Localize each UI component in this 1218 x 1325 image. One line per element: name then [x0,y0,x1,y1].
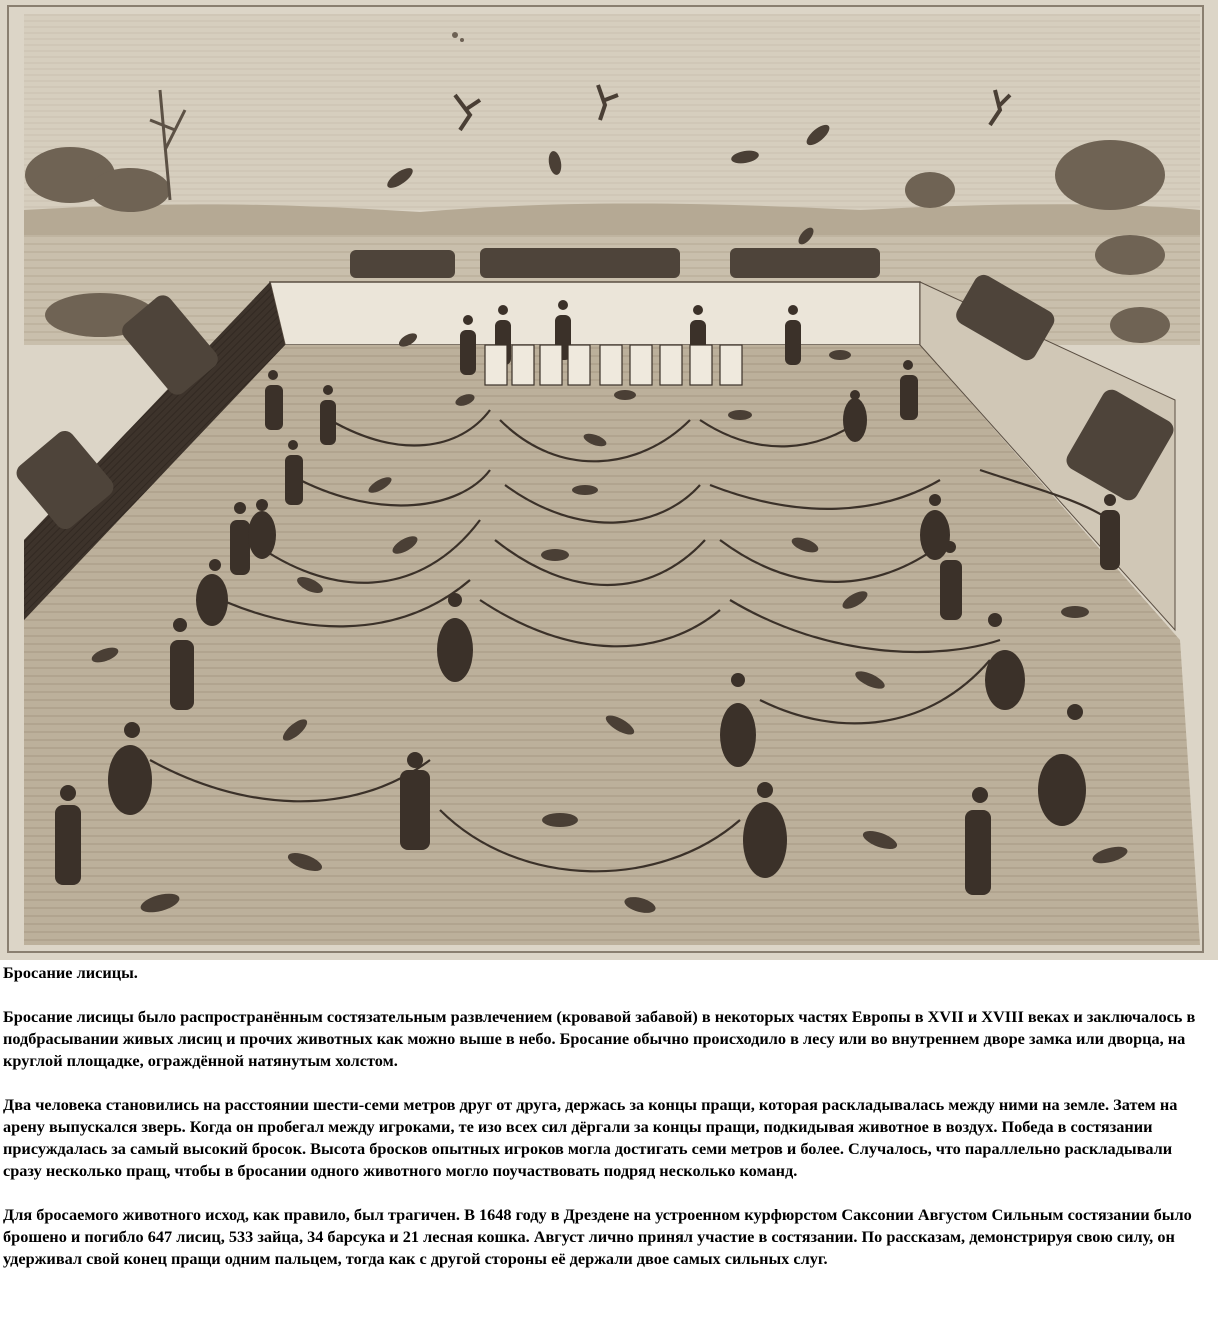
article-title: Бросание лисицы. [3,963,138,982]
article-text [3,962,1215,1270]
article-paragraph-2: Два человека становились на расстоянии шести-семи метров друг от друга, держась за концы пращи, которая раскладывалась между ними на земле. Затем на арену выпускался зверь. Когда он пробегал между игроками, те изо всех сил дёргали за концы пращи, подкидывая животное в воздух. Победа в состязании присуждалась за самый высокий бросок. Высота бросков опытных игроков могла достигать семи метров и более. Случалось, что параллельно раскладывали сразу несколько пращ, чтобы в бросании одного животного могло поучаствовать подряд несколько команд. [3,1095,1178,1180]
distant-hills [24,204,1200,241]
back-canvas-wall [270,282,920,345]
article-paragraph-1: Бросание лисицы было распространённым состязательным развлечением (кровавой забавой) в некоторых частях Европы в XVII и XVIII веках и заключалось в подбрасывании живых лисиц и прочих животных как можно выше в небо. Бросание обычно происходило в лесу или во внутреннем дворе замка или дворца, на круглой площадке, ограждённой натянутым холстом. [3,1007,1196,1070]
spectators-back [350,248,880,278]
article-paragraph-3: Для бросаемого животного исход, как правило, был трагичен. В 1648 году в Дрездене на устроенном курфюрстом Саксонии Августом Сильным состязании было брошено и погибло 647 лисиц, 533 зайца, 34 барсука и 21 лесная кошка. Август лично принял участие в состязании. По рассказам, демонстрируя свою силу, он удерживал свой конец пращи одним пальцем, тогда как с другой стороны её держали двое самых сильных слуг. [3,1205,1192,1268]
animal-crates [485,345,742,385]
